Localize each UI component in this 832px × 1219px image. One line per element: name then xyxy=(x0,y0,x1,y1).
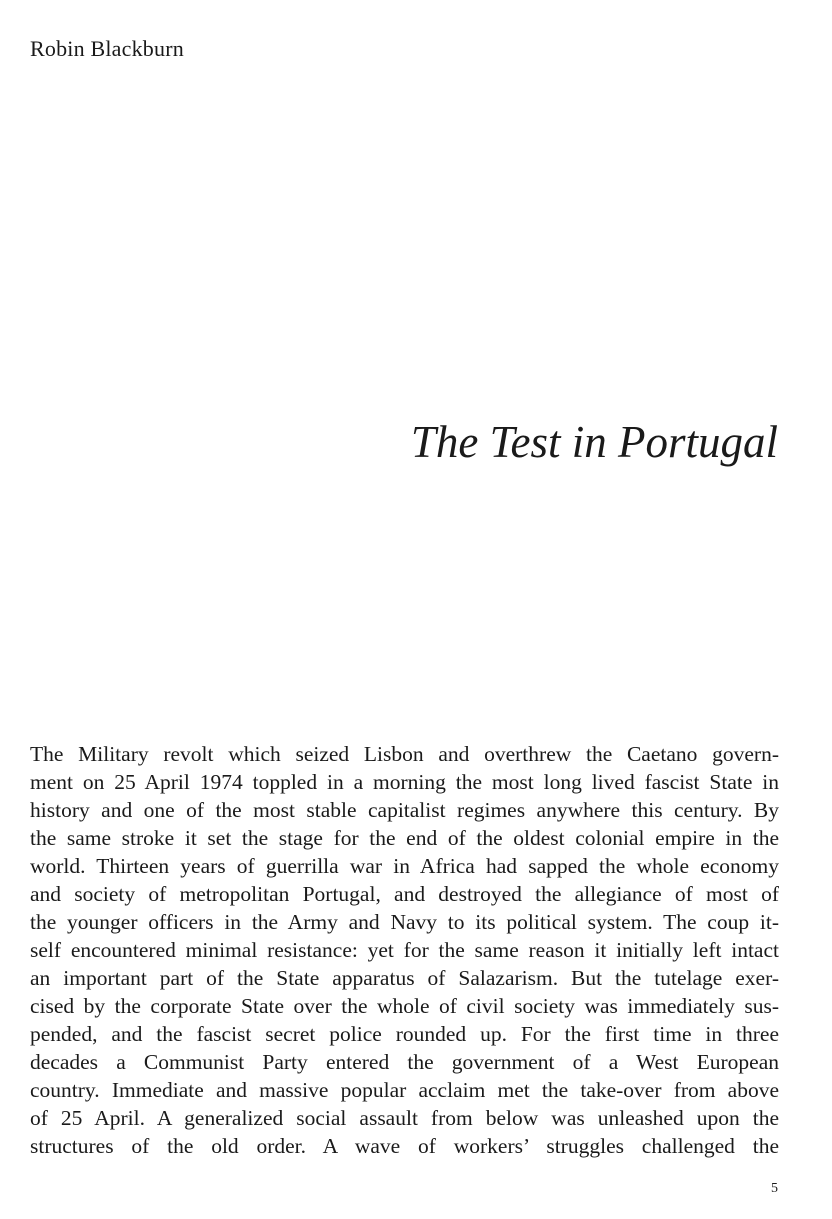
page-number: 5 xyxy=(771,1181,778,1196)
body-line: of 25 April. A generalized social assault from below was unleashed upon the xyxy=(30,1106,779,1130)
body-line: country. Immediate and massive popular acclaim met the take-over from above xyxy=(30,1078,779,1102)
body-line: history and one of the most stable capitalist regimes anywhere this century. By xyxy=(30,798,779,822)
body-line: The Military revolt which seized Lisbon and overthrew the Caetano govern- xyxy=(30,742,779,766)
body-line: the same stroke it set the stage for the end of the oldest colonial empire in the xyxy=(30,826,779,850)
body-line: decades a Communist Party entered the government of a West European xyxy=(30,1050,779,1074)
body-line: world. Thirteen years of guerrilla war in Africa had sapped the whole economy xyxy=(30,854,779,878)
body-line: the younger officers in the Army and Navy to its political system. The coup it- xyxy=(30,910,779,934)
body-line: structures of the old order. A wave of workers’ struggles challenged the xyxy=(30,1134,779,1158)
article-body xyxy=(30,740,779,1160)
article-title: The Test in Portugal xyxy=(410,417,778,467)
body-line: and society of metropolitan Portugal, and destroyed the allegiance of most of xyxy=(30,882,779,906)
author-name: Robin Blackburn xyxy=(30,36,184,61)
body-line: pended, and the fascist secret police rounded up. For the first time in three xyxy=(30,1022,779,1046)
body-line: self encountered minimal resistance: yet for the same reason it initially left intact xyxy=(30,938,779,962)
body-line: an important part of the State apparatus of Salazarism. But the tutelage exer- xyxy=(30,966,779,990)
body-line: cised by the corporate State over the whole of civil society was immediately sus- xyxy=(30,994,779,1018)
body-line: ment on 25 April 1974 toppled in a morning the most long lived fascist State in xyxy=(30,770,779,794)
